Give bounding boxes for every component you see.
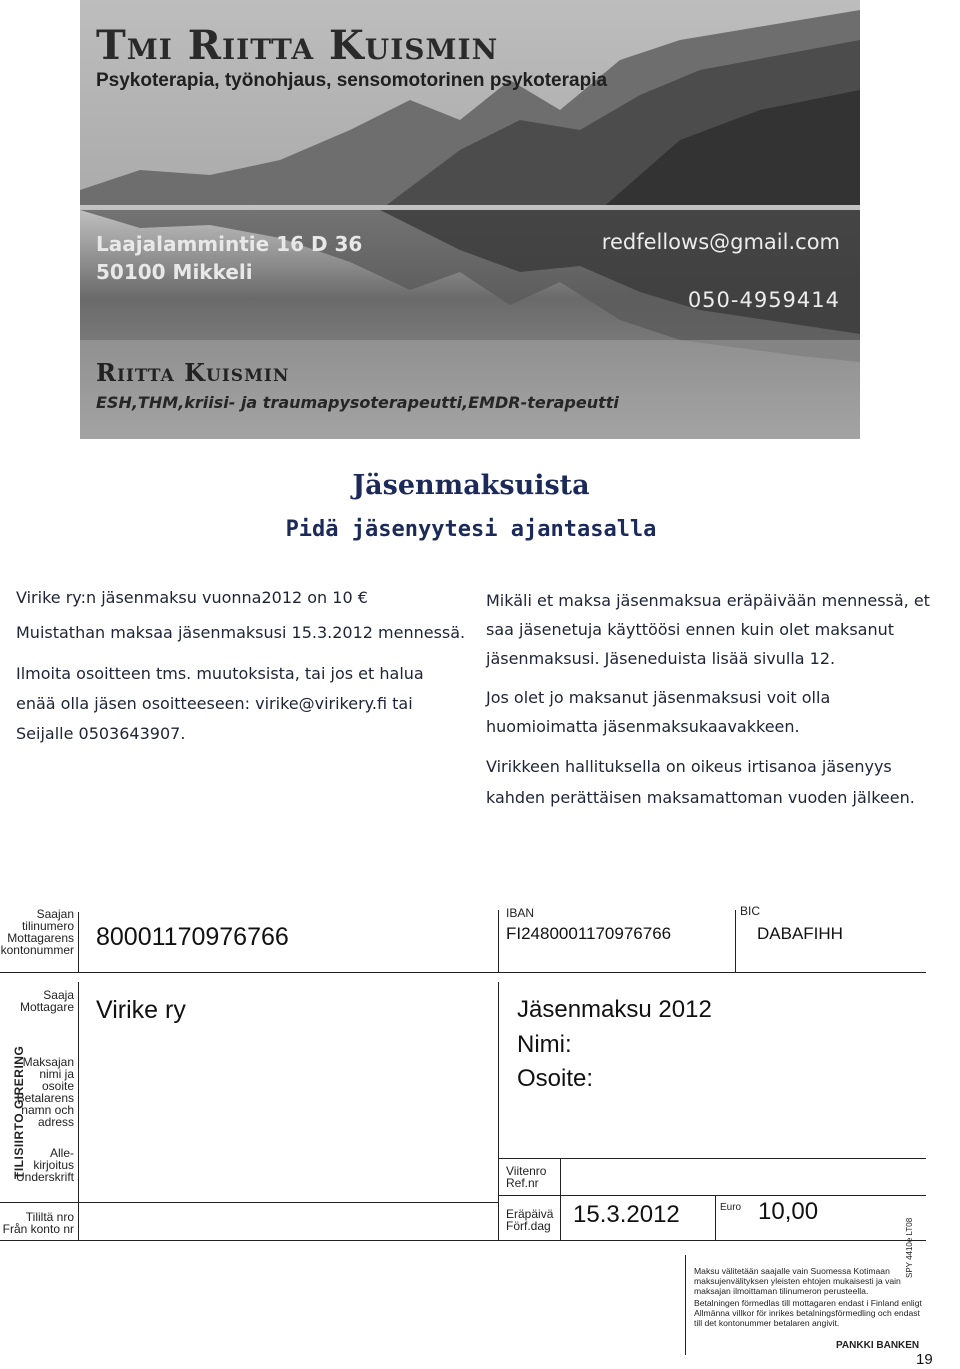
- article-subtitle: Pidä jäsenyytesi ajantasalla: [285, 517, 657, 542]
- form-divider: [715, 1195, 716, 1240]
- form-divider: [0, 1240, 926, 1241]
- payee-label: Saaja Mottagare: [19, 988, 74, 1014]
- card-email: redfellows@gmail.com: [601, 230, 840, 254]
- form-divider: [0, 972, 926, 973]
- late-payment-paragraph: Mikäli et maksa jäsenmaksua eräpäivään mennessä, et saa jäsenetuja käyttöösi ennen kuin olet maksanut jäsenmaksusi. Jäseneduista lisää sivulla 12.: [486, 591, 930, 668]
- iban-value: FI2480001170976766: [506, 924, 672, 943]
- business-card: [80, 0, 860, 439]
- message-line-1: Jäsenmaksu 2012: [517, 996, 712, 1023]
- page-number: 19: [916, 1351, 933, 1368]
- form-divider: [78, 912, 79, 972]
- article-right-column: [486, 586, 942, 813]
- bank-name: PANKKI BANKEN: [836, 1340, 920, 1351]
- form-divider: [685, 1255, 686, 1355]
- iban-label: IBAN: [506, 906, 535, 920]
- article-title: Jäsenmaksuista: [352, 470, 590, 501]
- disclaimer-swedish: Betalningen förmedlas till mottagaren endast i Finland enligt Allmänna villkor för inrikes betalningsförmedling och endast till det kontonummer betalaren angivit.: [694, 1298, 922, 1328]
- card-address-street: Laajalammintie 16 D 36: [96, 232, 363, 256]
- due-date-label: Eräpäivä Förf.dag: [506, 1207, 554, 1233]
- card-firm-name: Tmi Riitta Kuismin: [96, 22, 499, 69]
- card-address: [96, 230, 362, 286]
- giro-payment-form: [0, 890, 960, 1369]
- payee-value: Virike ry: [96, 996, 186, 1024]
- due-paragraph: Muistathan maksaa jäsenmaksusi 15.3.2012 mennessä.: [16, 623, 466, 642]
- euro-label: Euro: [720, 1202, 742, 1213]
- message-line-2: Nimi:: [517, 1031, 572, 1058]
- card-services: Psykoterapia, työnohjaus, sensomotorinen psykoterapia: [96, 70, 608, 91]
- contact-paragraph: Ilmoita osoitteen tms. muutoksista, tai jos et halua enää olla jäsen osoitteeseen: virike@virikery.fi tai Seijalle 0503643907.: [16, 664, 424, 743]
- account-number-value: 80001170976766: [96, 923, 289, 951]
- form-divider: [0, 1202, 498, 1203]
- reference-label: Viitenro Ref.nr: [506, 1164, 547, 1190]
- form-divider: [498, 982, 499, 1240]
- article-left-column: [16, 586, 468, 749]
- message-line-3: Osoite:: [517, 1065, 594, 1092]
- signature-label: Alle- kirjoitus Underskrift: [15, 1146, 74, 1184]
- form-code: SPY 4410e LT08: [905, 1217, 914, 1278]
- form-divider: [498, 1158, 926, 1159]
- form-divider: [735, 910, 736, 972]
- termination-paragraph: Virikkeen hallituksella on oikeus irtisanoa jäsenyys kahden perättäisen maksamattoman vuoden jälkeen.: [486, 757, 915, 807]
- form-type-vertical-label: TILISIIRTO GIRERING: [12, 1045, 26, 1179]
- fee-paragraph: Virike ry:n jäsenmaksu vuonna2012 on 10 €: [16, 588, 368, 607]
- from-account-label: Tililtä nro Från konto nr: [2, 1210, 74, 1236]
- disclaimer-finnish: Maksu välitetään saajalle vain Suomessa Kotimaan maksujenvälityksen yleisten ehtojen mukaisesti ja vain maksajan ilmoittaman tilinumeron perusteella.: [694, 1266, 901, 1296]
- form-divider: [498, 1195, 926, 1196]
- bic-value: DABAFIHH: [757, 924, 843, 943]
- already-paid-paragraph: Jos olet jo maksanut jäsenmaksusi voit olla huomioimatta jäsenmaksukaavakkeen.: [486, 688, 831, 736]
- due-date-value: 15.3.2012: [573, 1201, 680, 1228]
- card-person-name: Riitta Kuismin: [96, 358, 290, 387]
- bic-label: BIC: [740, 904, 761, 918]
- account-label: Saajan tilinumero Mottagarens kontonummer: [0, 907, 74, 957]
- form-disclaimer: [694, 1266, 924, 1330]
- payer-label: Maksajan nimi ja osoite Betalarens namn och adress: [16, 1055, 74, 1129]
- amount-value: 10,00: [758, 1198, 819, 1225]
- card-phone: 050-4959414: [687, 288, 840, 312]
- form-divider: [498, 910, 499, 972]
- form-divider: [560, 1158, 561, 1240]
- card-address-city: 50100 Mikkeli: [96, 260, 253, 284]
- card-person-titles: ESH,THM,kriisi- ja traumapysoterapeutti,EMDR-terapeutti: [96, 393, 619, 412]
